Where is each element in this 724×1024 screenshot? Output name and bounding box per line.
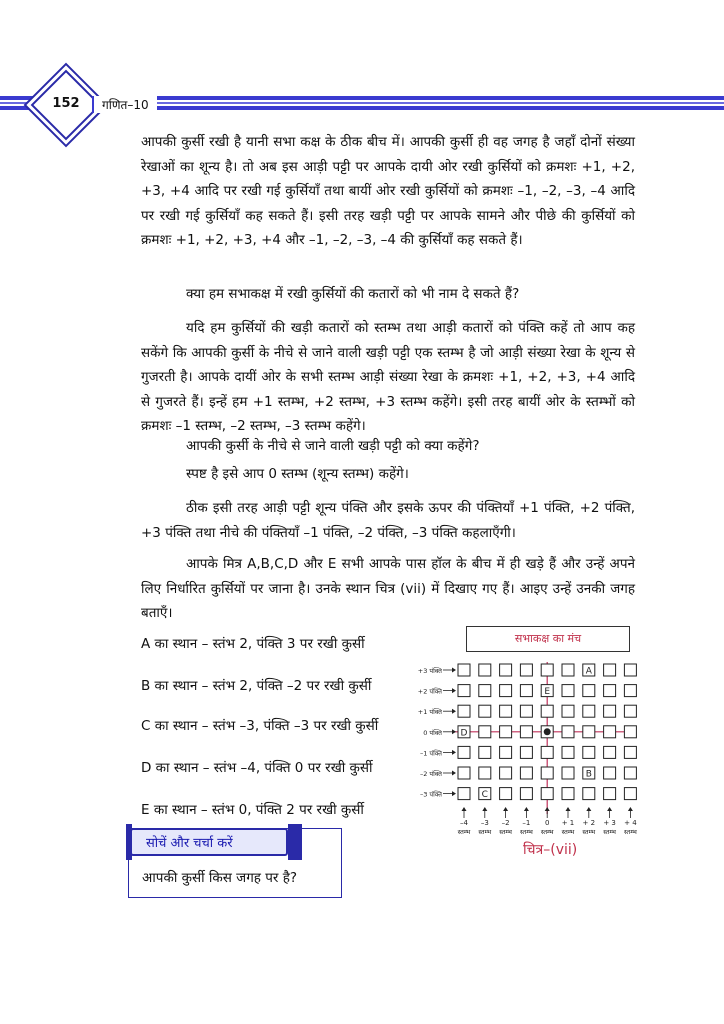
column-arrow-head (462, 807, 467, 811)
chair (500, 726, 512, 738)
seat-marker-c: C (481, 790, 488, 801)
column-label: स्तम्भ (603, 828, 616, 836)
column-label: स्तम्भ (499, 828, 512, 836)
seat-marker-b: B (585, 769, 592, 780)
row-arrow-head (452, 791, 456, 796)
paragraph: आपके मित्र A,B,C,D और E सभी आपके पास हॉल के बीच में ही खड़े हैं और उन्हें अपने लिए निर्धारित कुर्सियों पर जाना है। उनके स्थान चित्र (vii) में दिखाए गए हैं। आइए उन्हें उनकी जगह बताएँ। (141, 556, 635, 621)
your-seat-dot (544, 728, 551, 735)
chair (624, 788, 636, 800)
row-label: 0 पंक्ति (423, 728, 442, 737)
chair (624, 664, 636, 676)
chair (479, 726, 491, 738)
chair (583, 685, 595, 697)
column-number: –1 (522, 819, 531, 827)
column-number: 0 (544, 819, 550, 827)
chair (604, 767, 616, 779)
think-discuss-title: सोचें और चर्चा करें (130, 828, 288, 856)
seat-marker-d: D (460, 728, 468, 739)
chair (562, 705, 574, 717)
chair (520, 705, 532, 717)
chair (541, 705, 553, 717)
chair (520, 726, 532, 738)
column-arrow-head (586, 807, 591, 811)
paragraph: आपकी कुर्सी के नीचे से जाने वाली खड़ी पट्टी को क्या कहेंगे? (186, 438, 480, 454)
column-arrow-head (607, 807, 612, 811)
row-arrow-head (452, 688, 456, 693)
column-number: + 4 (624, 819, 637, 827)
chair (458, 705, 470, 717)
chair (624, 705, 636, 717)
think-discuss-question: आपकी कुर्सी किस जगह पर है? (142, 870, 298, 886)
paragraph: यदि हम कुर्सियों की खड़ी कतारों को स्तम्भ तथा आड़ी कतारों को पंक्ति कहें तो आप कह सकेंगे कि आपकी कुर्सी के नीचे से जाने वाली खड़ी पट्टी एक स्तम्भ है जो आड़ी संख्या रेखा के शून्य से गुजरती है। आपके दायीं ओर के सभी स्तम्भ आड़ी संख्या रेखा के क्रमशः +1, +2, +3, +4 आदि से गुजरते हैं। इन्हें हम +1 स्तम्भ, +2 स्तम्भ, +3 स्तम्भ कहेंगे। इसी तरह बायीं ओर के स्तम्भों को क्रमशः –1 स्तम्भ, –2 स्तम्भ, –3 स्तम्भ कहेंगे। (141, 320, 635, 434)
running-title: गणित–10 (92, 96, 157, 113)
chair (479, 664, 491, 676)
column-number: + 3 (603, 819, 616, 827)
row-arrow-head (452, 729, 456, 734)
column-number: –2 (501, 819, 510, 827)
chair (624, 726, 636, 738)
chair (500, 685, 512, 697)
column-number: + 2 (582, 819, 596, 827)
paragraph: स्पष्ट है इसे आप 0 स्तम्भ (शून्य स्तम्भ) कहेंगे। (186, 466, 409, 482)
column-number: + 1 (561, 819, 575, 827)
column-arrow-head (482, 807, 487, 811)
chair (479, 746, 491, 758)
location-item: B का स्थान – स्तंभ 2, पंक्ति –2 पर रखी कुर्सी (141, 678, 372, 694)
chair (541, 664, 553, 676)
column-arrow-head (503, 807, 508, 811)
column-arrow-head (524, 807, 529, 811)
row-arrow-head (452, 771, 456, 776)
chair (479, 767, 491, 779)
chair (500, 705, 512, 717)
chair (562, 664, 574, 676)
chair (583, 705, 595, 717)
seat-marker-e: E (544, 687, 551, 698)
seat-marker-a: A (585, 666, 592, 677)
row-label: –2 पंक्ति (419, 770, 442, 778)
column-label: स्तम्भ (540, 828, 554, 836)
paragraph: ठीक इसी तरह आड़ी पट्टी शून्य पंक्ति और इसके ऊपर की पंक्तियाँ +1 पंक्ति, +2 पंक्ति, +3 पंक्ति तथा नीचे की पंक्तियाँ –1 पंक्ति, –2 पंक्ति, –3 पंक्ति कहलाएँगी। (141, 500, 635, 541)
location-item: C का स्थान – स्तंभ –3, पंक्ति –3 पर रखी कुर्सी (141, 718, 379, 734)
row-label: +2 पंक्ति (417, 687, 442, 696)
column-label: स्तम्भ (624, 828, 637, 836)
row-arrow-head (452, 709, 456, 714)
chair (562, 685, 574, 697)
column-label: स्तम्भ (582, 828, 596, 836)
paragraph: आपकी कुर्सी रखी है यानी सभा कक्ष के ठीक बीच में। आपकी कुर्सी ही वह जगह है जहाँ दोनों संख्या रेखाओं का शून्य है। तो अब इस आड़ी पट्टी पर आपके दायी ओर रखी कुर्सियों को क्रमशः +1, +2, +3, +4 आदि पर रखी गई कुर्सियाँ तथा बायीं ओर रखी कुर्सियों को क्रमशः –1, –2, –3, –4 आदि पर रखी गई कुर्सियाँ कह सकते हैं। इसी तरह खड़ी पट्टी पर आपके सामने और पीछे की कुर्सियों को क्रमशः +1, +2, +3, +4 और –1, –2, –3, –4 की कुर्सियाँ कह सकते हैं। (141, 134, 635, 248)
paragraph: क्या हम सभाकक्ष में रखी कुर्सियों की कतारों को भी नाम दे सकते हैं? (186, 286, 520, 302)
chair (520, 746, 532, 758)
chair (604, 685, 616, 697)
column-label: स्तम्भ (561, 828, 575, 836)
chair (583, 726, 595, 738)
chair (500, 746, 512, 758)
chair (583, 788, 595, 800)
column-arrow-head (628, 807, 633, 811)
chair (500, 664, 512, 676)
column-label: स्तम्भ (520, 828, 533, 836)
chair (520, 767, 532, 779)
column-label: स्तम्भ (457, 828, 471, 836)
chair (520, 685, 532, 697)
chair (479, 705, 491, 717)
page-number: 152 (52, 96, 80, 111)
chair (562, 767, 574, 779)
chair (458, 767, 470, 779)
chair (604, 705, 616, 717)
chair (604, 746, 616, 758)
column-number: –4 (460, 819, 468, 827)
location-item: E का स्थान – स्तंभ 0, पंक्ति 2 पर रखी कुर्सी (141, 802, 364, 818)
column-number: –3 (480, 819, 489, 827)
row-label: +3 पंक्ति (417, 667, 442, 675)
chair (583, 746, 595, 758)
figure-caption: चित्र–(vii) (523, 842, 578, 858)
chair (562, 788, 574, 800)
chair (479, 685, 491, 697)
stage-label: सभाकक्ष का मंच (466, 626, 630, 652)
location-item: A का स्थान – स्तंभ 2, पंक्ति 3 पर रखी कुर्सी (141, 636, 365, 652)
chair (458, 685, 470, 697)
chair (541, 788, 553, 800)
chair (562, 746, 574, 758)
chair (604, 726, 616, 738)
column-arrow-head (545, 807, 550, 811)
chair (541, 767, 553, 779)
column-label: स्तम्भ (478, 828, 492, 836)
location-item: D का स्थान – स्तंभ –4, पंक्ति 0 पर रखी कुर्सी (141, 760, 373, 776)
chair (624, 746, 636, 758)
chair (458, 664, 470, 676)
row-arrow-head (452, 750, 456, 755)
chair (500, 767, 512, 779)
chair (562, 726, 574, 738)
chair (458, 788, 470, 800)
chair (541, 746, 553, 758)
chair (624, 685, 636, 697)
chair (604, 664, 616, 676)
chair (624, 767, 636, 779)
chair (458, 746, 470, 758)
row-label: –3 पंक्ति (419, 790, 442, 799)
row-label: –1 पंक्ति (419, 749, 442, 758)
chair (604, 788, 616, 800)
chair (520, 788, 532, 800)
row-label: +1 पंक्ति (417, 708, 442, 717)
row-arrow-head (452, 668, 456, 673)
column-arrow-head (566, 807, 571, 811)
chair (520, 664, 532, 676)
chair (500, 788, 512, 800)
